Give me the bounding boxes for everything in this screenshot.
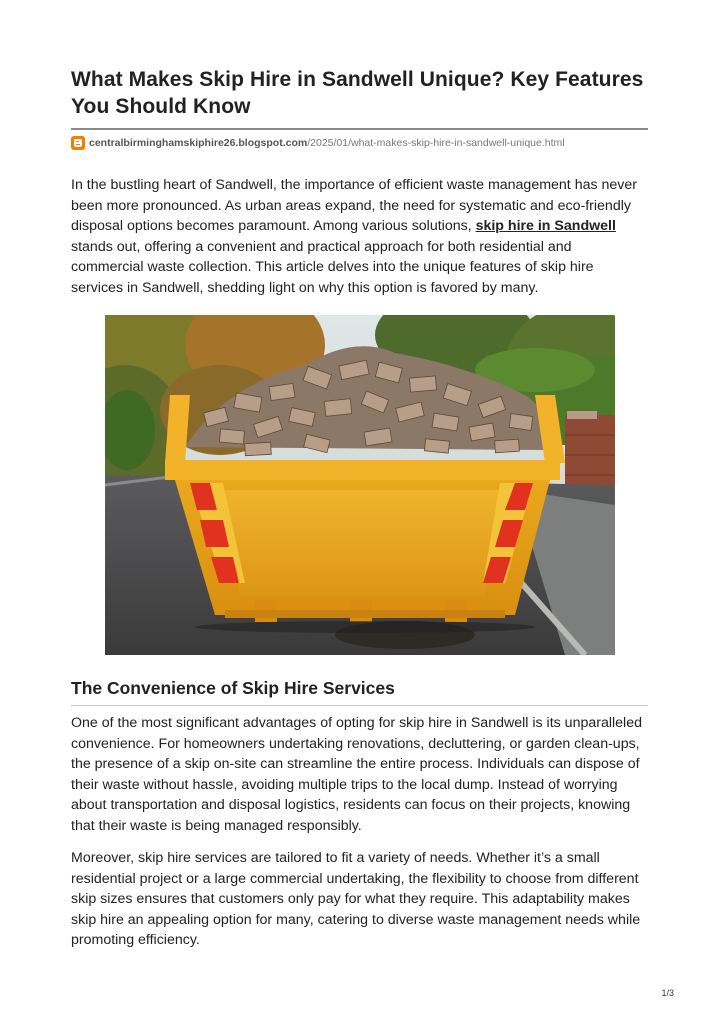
skip-photo [105, 315, 615, 655]
section-divider [71, 705, 648, 706]
article-title: What Makes Skip Hire in Sandwell Unique? Key Features You Should Know [71, 68, 644, 118]
section-paragraph-1: One of the most significant advantages of opting for skip hire in Sandwell is its unparalleled convenience. For homeowners undertaking renovations, decluttering, or garden clean-ups, the presence of a skip on-site can streamline the entire process. Individuals can dispose of their waste without hassle, avoiding multiple trips to the local dump. Instead of worrying about transportation and disposal logistics, residents can focus on their projects, knowing that their waste is being managed responsibly. [71, 715, 642, 834]
source-domain-link[interactable]: centralbirminghamskiphire26.blogspot.com [89, 136, 308, 149]
title-divider [71, 128, 648, 130]
source-line [71, 134, 648, 151]
document-page [71, 66, 648, 951]
page-indicator: 1/3 [661, 988, 674, 998]
source-path-link[interactable]: /2025/01/what-makes-skip-hire-in-sandwell-unique.html [307, 136, 565, 149]
section-heading: The Convenience of Skip Hire Services [71, 678, 395, 698]
blogger-icon [71, 136, 85, 150]
section-paragraph-2: Moreover, skip hire services are tailored to fit a variety of needs. Whether it’s a small residential project or a large commercial undertaking, the flexibility to choose from different skip sizes ensures that customers only pay for what they require. This adaptability makes skip hire an appealing option for many, catering to diverse waste management needs while promoting efficiency. [71, 850, 641, 948]
intro-text-before: In the bustling heart of Sandwell, the importance of efficient waste management has never been more pronounced. As urban areas expand, the need for systematic and eco-friendly disposal options becomes paramount. Among various solutions, [71, 177, 637, 234]
intro-text-after: stands out, offering a convenient and practical approach for both residential and commercial waste collection. This article delves into the unique features of skip hire services in Sandwell, shedding light on why this option is favored by many. [71, 238, 594, 296]
skip-hire-sandwell-link[interactable]: skip hire in Sandwell [475, 218, 616, 234]
intro-paragraph [71, 175, 648, 298]
